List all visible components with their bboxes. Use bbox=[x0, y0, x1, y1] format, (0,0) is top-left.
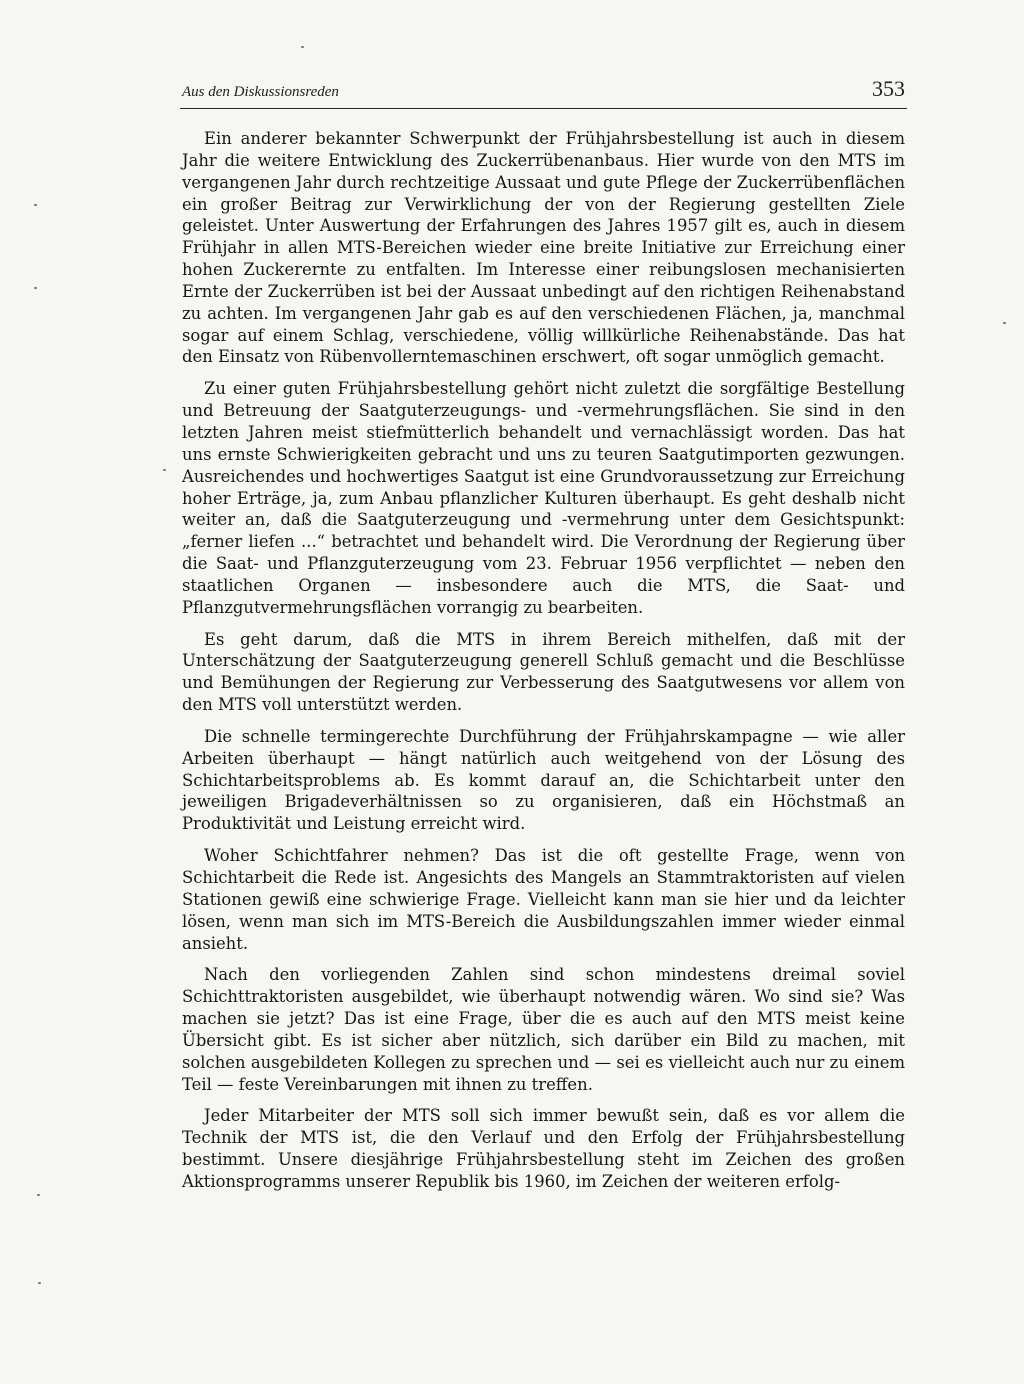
scan-speck bbox=[34, 287, 37, 289]
paragraph-3: Es geht darum, daß die MTS in ihrem Bereich mithelfen, daß mit der Unterschätzung der Saatguterzeugung generell Schluß gemacht und die Beschlüsse und Bemühungen der Regierung zur Verbesserung des Saatgutwesens vor allem von den MTS voll unterstützt werden. bbox=[182, 629, 905, 715]
scan-speck bbox=[38, 1282, 41, 1284]
running-title: Aus den Diskussionsreden bbox=[182, 84, 339, 100]
scan-speck bbox=[1003, 322, 1006, 324]
paragraph-6: Nach den vorliegenden Zahlen sind schon mindestens dreimal soviel Schichttraktoristen ausgebildet, wie überhaupt notwendig wären. Wo sind sie? Was machen sie jetzt? Das ist eine Frage, über die es auch auf den MTS meist keine Übersicht gibt. Es ist sicher aber nützlich, sich darüber ein Bild zu machen, mit solchen ausgebildeten Kollegen zu sprechen und — sei es vielleicht auch nur zu einem Teil — feste Vereinbarungen mit ihnen zu treffen. bbox=[182, 965, 905, 1094]
running-header bbox=[180, 74, 907, 109]
paragraph-4: Die schnelle termingerechte Durchführung der Frühjahrskampagne — wie aller Arbeiten überhaupt — hängt natürlich auch weitgehend von der Lösung des Schichtarbeitsproblems ab. Es kommt darauf an, die Schichtarbeit unter den jeweiligen Brigadeverhältnissen so zu organisieren, daß ein Höchstmaß an Produktivität und Leistung erreicht wird. bbox=[182, 726, 905, 834]
paragraph-7: Jeder Mitarbeiter der MTS soll sich immer bewußt sein, daß es vor allem die Technik der MTS ist, die den Verlauf und den Erfolg der Frühjahrsbestellung bestimmt. Unsere diesjährige Frühjahrsbestellung steht im Zeichen des großen Aktionsprogramms unserer Republik bis 1960, im Zeichen der weiteren erfolg- bbox=[182, 1106, 905, 1191]
scan-speck bbox=[301, 46, 304, 48]
body-text bbox=[182, 128, 905, 1203]
scan-speck bbox=[163, 469, 166, 471]
paragraph-1: Ein anderer bekannter Schwerpunkt der Frühjahrsbestellung ist auch in diesem Jahr die weitere Entwicklung des Zuckerrübenanbaus. Hier wurde von den MTS im vergangenen Jahr durch rechtzeitige Aussaat und gute Pflege der Zuckerrübenflächen ein großer Beitrag zur Verwirklichung der von der Regierung gestellten Ziele geleistet. Unter Auswertung der Erfahrungen des Jahres 1957 gilt es, auch in diesem Frühjahr in allen MTS-Bereichen wieder eine breite Initiative zur Erreichung einer hohen Zuckerernte zu entfalten. Im Interesse einer reibungslosen mechanisierten Ernte der Zuckerrüben ist bei der Aussaat unbedingt auf den richtigen Reihenabstand zu achten. Im vergangenen Jahr gab es auf den verschiedenen Flächen, ja, manchmal sogar auf einem Schlag, verschiedene, völlig willkürliche Reihenabstände. Das hat den Einsatz von Rübenvollerntemaschinen erschwert, oft sogar unmöglich gemacht. bbox=[182, 129, 905, 367]
scan-speck bbox=[34, 204, 37, 206]
scan-speck bbox=[37, 1194, 40, 1196]
paragraph-5: Woher Schichtfahrer nehmen? Das ist die oft gestellte Frage, wenn von Schichtarbeit die Rede ist. Angesichts des Mangels an Stammtraktoristen auf vielen Stationen gewiß eine schwierige Frage. Vielleicht kann man sie hier und da leichter lösen, wenn man sich im MTS-Bereich die Ausbildungszahlen immer wieder einmal ansieht. bbox=[182, 846, 905, 953]
paragraph-2: Zu einer guten Frühjahrsbestellung gehört nicht zuletzt die sorgfältige Bestellung und Betreuung der Saatguterzeugungs- und -vermehrungsflächen. Sie sind in den letzten Jahren meist stiefmütterlich behandelt und vernachlässigt worden. Das hat uns ernste Schwierigkeiten gebracht und uns zu teuren Saatgutimporten gezwungen. Ausreichendes und hochwertiges Saatgut ist eine Grundvoraussetzung zur Erreichung hoher Erträge, ja, zum Anbau pflanzlicher Kulturen überhaupt. Es geht deshalb nicht weiter an, daß die Saatguterzeugung und -vermehrung unter dem Gesichtspunkt: „ferner liefen ...“ betrachtet und behandelt wird. Die Verordnung der Regierung über die Saat- und Pflanzguterzeugung vom 23. Februar 1956 verpflichtet — neben den staatlichen Organen — insbesondere auch die MTS, die Saat- und Pflanzgutvermehrungsflächen vorrangig zu bearbeiten. bbox=[182, 379, 905, 617]
page-number: 353 bbox=[872, 76, 905, 101]
